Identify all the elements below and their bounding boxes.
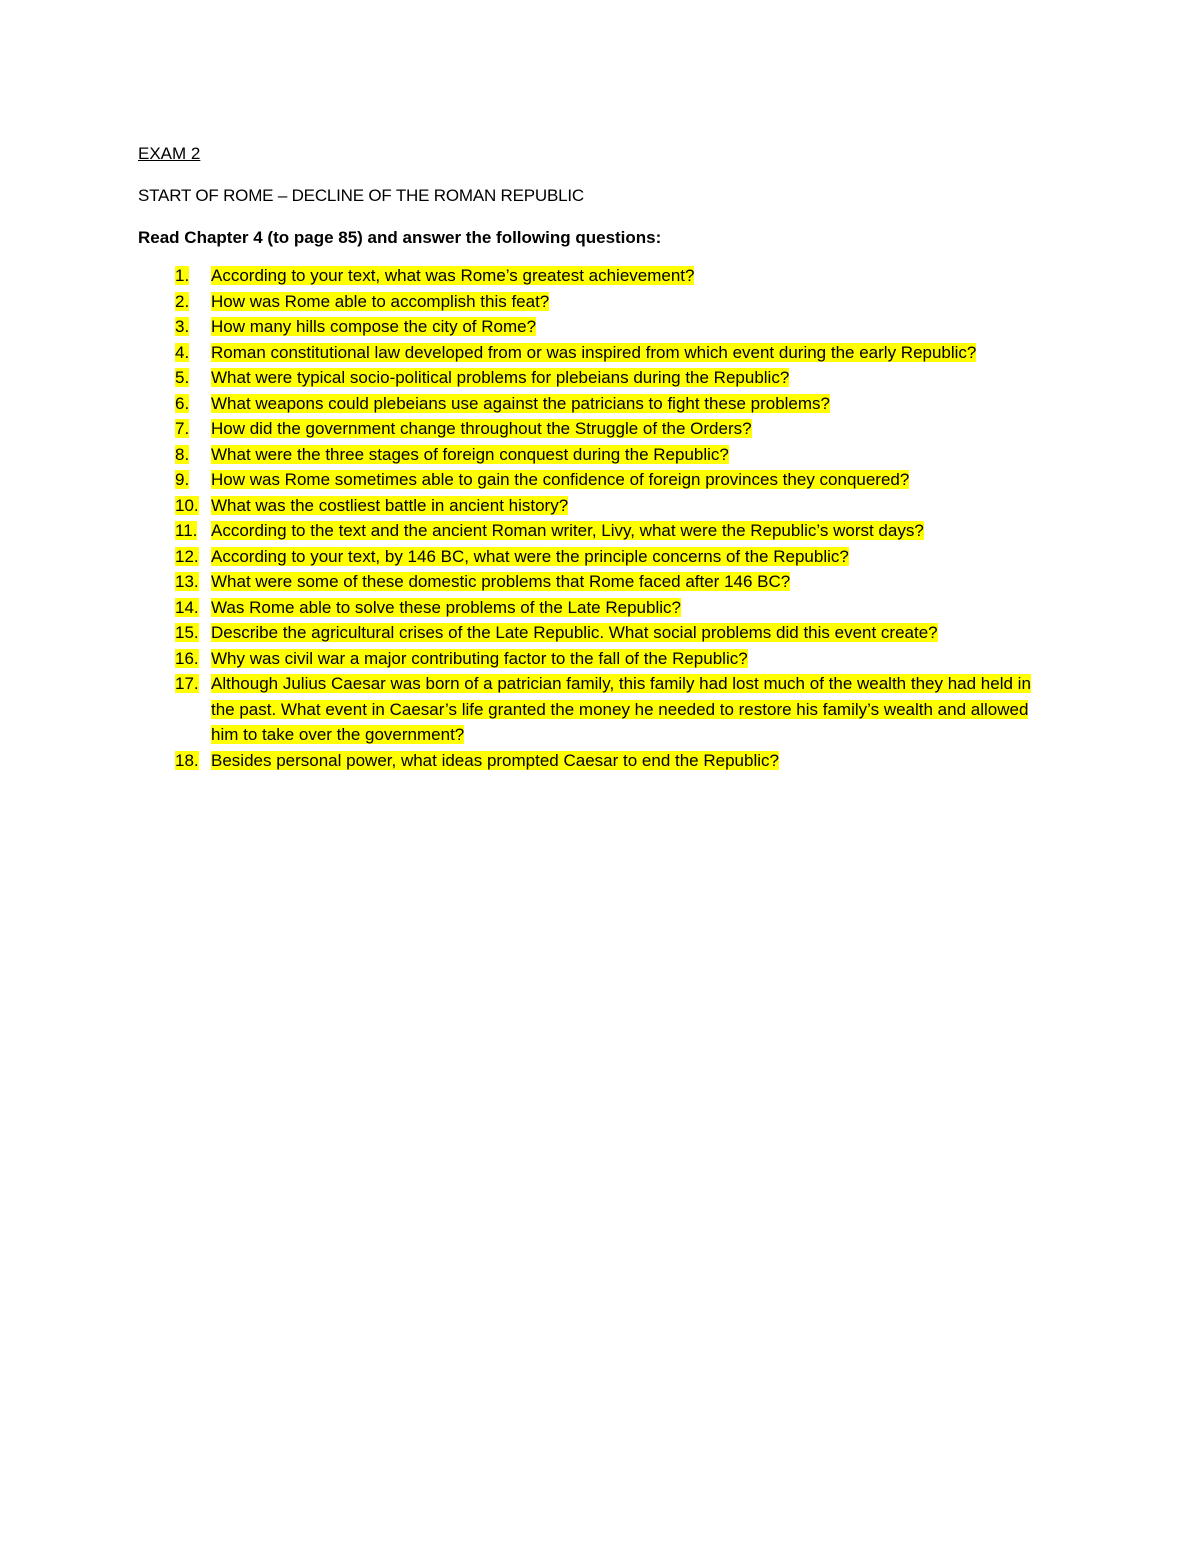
section-title: START OF ROME – DECLINE OF THE ROMAN REPUBLIC (138, 186, 584, 205)
question-item (138, 493, 1058, 519)
question-text: How was Rome sometimes able to gain the confidence of foreign provinces they conquered? (211, 470, 910, 489)
question-item (138, 544, 1058, 570)
exam-title: EXAM 2 (138, 144, 201, 163)
question-item (138, 340, 1058, 366)
question-text: What were typical socio-political problems for plebeians during the Republic? (211, 368, 790, 387)
question-number: 8. (175, 444, 190, 464)
question-text: According to your text, what was Rome’s greatest achievement? (211, 266, 695, 285)
question-number: 15. (175, 623, 199, 642)
question-item (138, 442, 1058, 468)
question-number: 10. (175, 495, 199, 515)
document-content (138, 141, 1058, 773)
question-item (138, 671, 1058, 748)
question-number: 3. (175, 317, 190, 336)
question-text: According to your text, by 146 BC, what were the principle concerns of the Republic? (211, 546, 849, 566)
question-item (138, 646, 1058, 672)
question-item (138, 518, 1058, 544)
question-item (138, 365, 1058, 391)
question-number: 1. (175, 266, 190, 285)
question-list (138, 263, 1058, 773)
question-item (138, 289, 1058, 315)
question-item (138, 467, 1058, 493)
question-item (138, 314, 1058, 340)
question-text: Roman constitutional law developed from or was inspired from which event during the early Republic? (211, 342, 977, 362)
question-number: 6. (175, 393, 190, 413)
question-text: How was Rome able to accomplish this feat? (211, 291, 550, 311)
question-text: Besides personal power, what ideas prompted Caesar to end the Republic? (211, 750, 779, 770)
question-item (138, 569, 1058, 595)
question-text: How did the government change throughout the Struggle of the Orders? (211, 419, 752, 438)
question-item (138, 416, 1058, 442)
question-number: 16. (175, 648, 199, 668)
question-number: 2. (175, 291, 190, 311)
question-item (138, 595, 1058, 621)
question-item (138, 748, 1058, 774)
question-text: Although Julius Caesar was born of a patrician family, this family had lost much of the wealth they had held in the past. What event in Caesar’s life granted the money he needed to restore his family’s wealth and allowed him to take over the government? (211, 674, 1031, 744)
question-number: 7. (175, 419, 190, 438)
question-text: Why was civil war a major contributing factor to the fall of the Republic? (211, 648, 748, 668)
question-number: 9. (175, 470, 190, 489)
question-item (138, 263, 1058, 289)
question-number: 12. (175, 546, 199, 566)
question-item (138, 620, 1058, 646)
question-number: 18. (175, 750, 199, 770)
question-number: 4. (175, 342, 190, 362)
question-text: What were the three stages of foreign conquest during the Republic? (211, 444, 729, 464)
question-text: Was Rome able to solve these problems of the Late Republic? (211, 597, 681, 617)
question-number: 17. (175, 674, 199, 693)
question-number: 14. (175, 597, 199, 617)
question-number: 11. (175, 521, 198, 540)
question-text: What weapons could plebeians use against the patricians to fight these problems? (211, 393, 830, 413)
question-number: 5. (175, 368, 190, 387)
question-text: According to the text and the ancient Roman writer, Livy, what were the Republic’s worst days? (211, 521, 924, 540)
instructions: Read Chapter 4 (to page 85) and answer the following questions: (138, 228, 662, 247)
question-text: What was the costliest battle in ancient history? (211, 495, 569, 515)
question-item (138, 391, 1058, 417)
question-text: What were some of these domestic problems that Rome faced after 146 BC? (211, 572, 791, 591)
question-text: Describe the agricultural crises of the Late Republic. What social problems did this event create? (211, 623, 938, 642)
question-text: How many hills compose the city of Rome? (211, 317, 537, 336)
question-number: 13. (175, 572, 199, 591)
